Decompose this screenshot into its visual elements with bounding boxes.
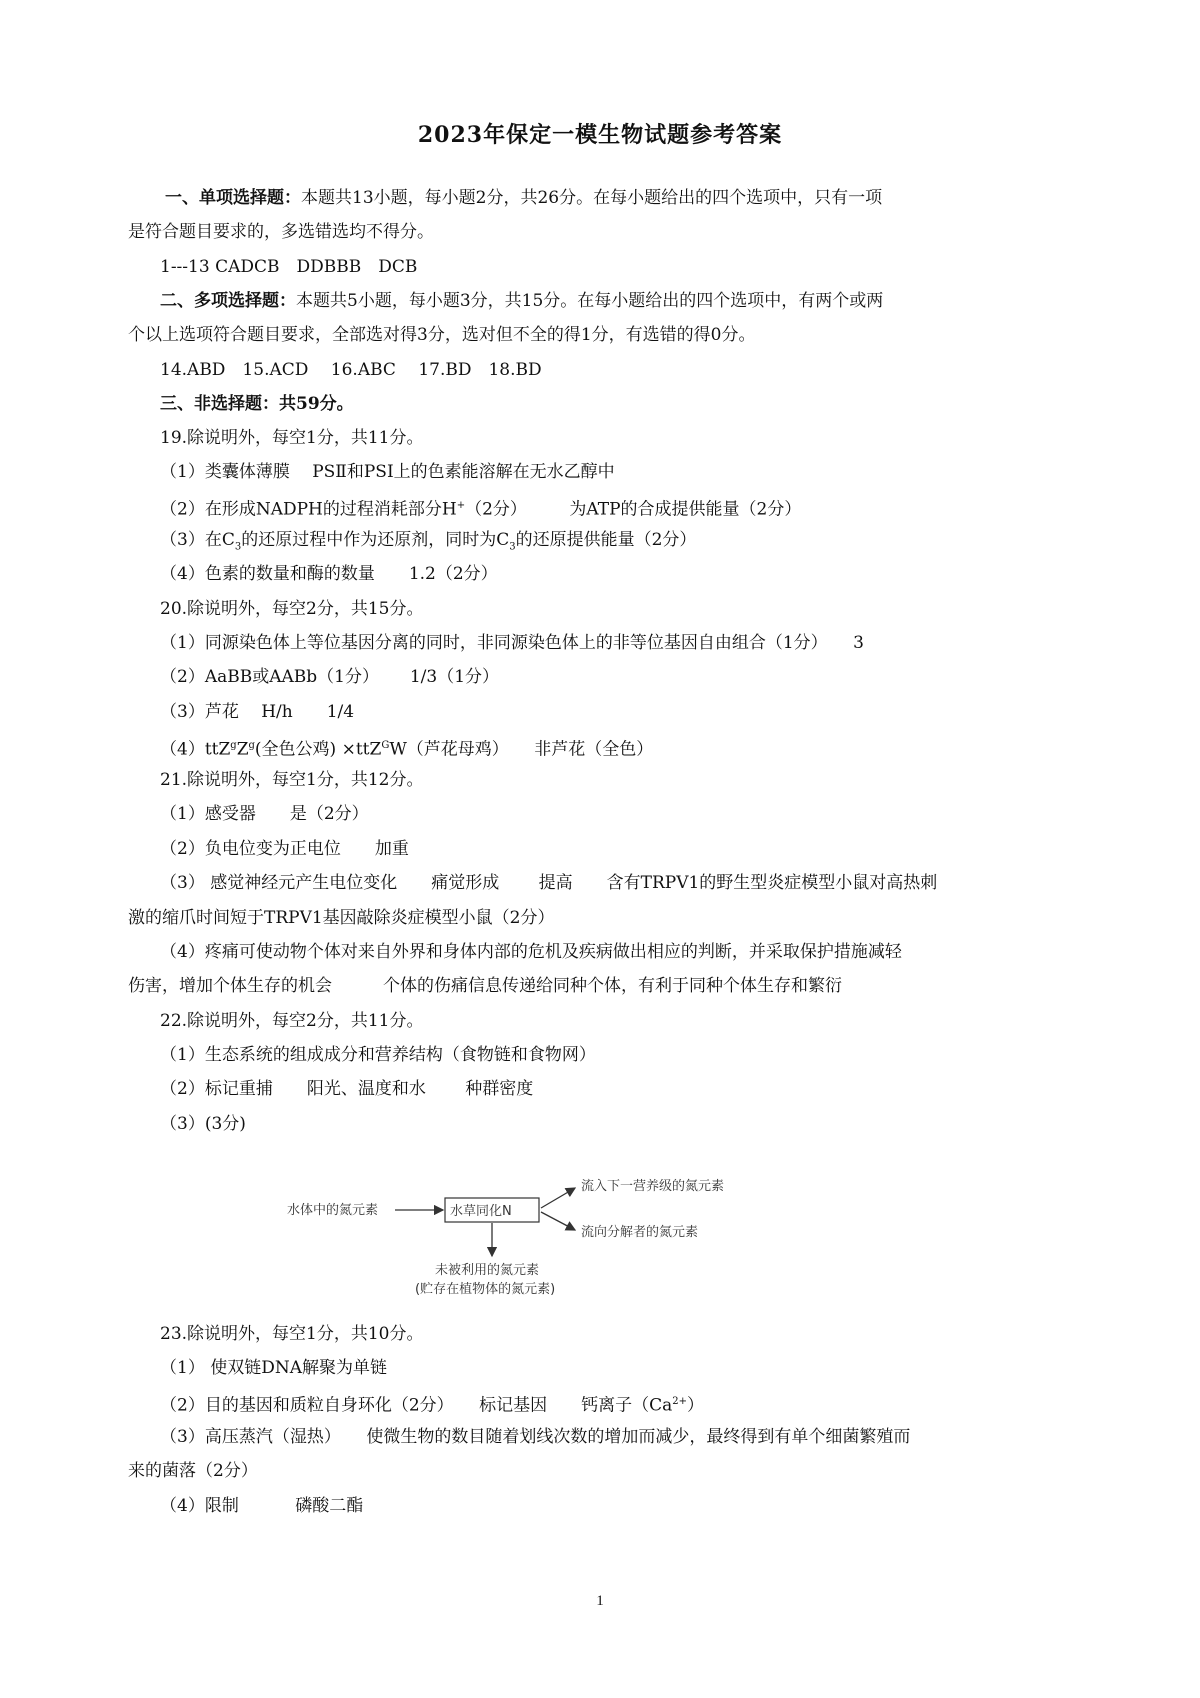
q20-a4-sup2: g [248, 740, 255, 751]
diagram-center-label: 水草同化N [450, 1204, 512, 1219]
q19-a3-part2: 的还原过程中作为还原剂，同时为C [241, 530, 510, 550]
q22-a2: （2）标记重捕 阳光、温度和水 种群密度 [160, 1079, 534, 1099]
q20-a2: （2）AaBB或AABb（1分） 1/3（1分） [160, 667, 500, 687]
section1-desc2: 是符合题目要求的，多选错选均不得分。 [128, 222, 434, 242]
q20-a4-part1: （4）ttZ [160, 739, 231, 760]
q19-a4: （4）色素的数量和酶的数量 1.2（2分） [160, 564, 498, 584]
q19-head: 19.除说明外，每空1分，共11分。 [160, 428, 424, 448]
q23-head: 23.除说明外，每空1分，共10分。 [160, 1324, 424, 1344]
q23-a2-sup: 2+ [672, 1396, 688, 1407]
section2-desc1: 本题共5小题，每小题3分，共15分。在每小题给出的四个选项中，有两个或两 [296, 291, 884, 311]
section2-heading: 二、多项选择题： [160, 291, 296, 311]
q19-a2-sup: + [456, 500, 466, 511]
q23-a3-line1: （3）高压蒸汽（湿热） 使微生物的数目随着划线次数的增加而减少，最终得到有单个细菌繁殖而 [160, 1427, 911, 1447]
q21-a3-line2: 激的缩爪时间短于TRPV1基因敲除炎症模型小鼠（2分） [128, 908, 555, 928]
q23-a1: （1） 使双链DNA解聚为单链 [160, 1358, 388, 1378]
q22-a3: （3）(3分) [160, 1114, 246, 1134]
q21-a4-line1: （4）疼痛可使动物个体对来自外界和身体内部的危机及疾病做出相应的判断，并采取保护措施减轻 [160, 942, 902, 962]
section2-answers: 14.ABD 15.ACD 16.ABC 17.BD 18.BD [160, 360, 542, 380]
q19-a2-pre: （2）在形成NADPH的过程消耗部分H [160, 499, 457, 520]
q20-a4-sup3: G [381, 740, 390, 751]
q19-a1: （1）类囊体薄膜 PSⅡ和PSⅠ上的色素能溶解在无水乙醇中 [160, 462, 615, 482]
section1-intro [165, 186, 882, 210]
q21-a2: （2）负电位变为正电位 加重 [160, 839, 409, 859]
section1-desc1: 本题共13小题，每小题2分，共26分。在每小题给出的四个选项中，只有一项 [301, 188, 883, 208]
q21-a4-line2: 伤害，增加个体生存的机会 个体的伤痛信息传递给同种个体，有利于同种个体生存和繁衍 [128, 976, 842, 996]
q23-a4: （4）限制 磷酸二酯 [160, 1496, 364, 1516]
arrow-to-next-level [541, 1188, 575, 1208]
q19-a3-sub2: 3 [509, 541, 516, 553]
diagram-source-label: 水体中的氮元素 [287, 1203, 379, 1218]
q20-head: 20.除说明外，每空2分，共15分。 [160, 599, 424, 619]
nitrogen-flow-diagram [285, 1172, 805, 1302]
section3-heading: 三、非选择题：共59分。 [160, 394, 354, 414]
diagram-up-label: 流入下一营养级的氮元素 [581, 1179, 725, 1194]
q19-a2-post: （2分） 为ATP的合成提供能量（2分） [465, 499, 802, 520]
q19-a3-part1: （3）在C [160, 530, 235, 550]
q21-head: 21.除说明外，每空1分，共12分。 [160, 770, 424, 790]
q19-a2 [160, 494, 801, 522]
q20-a3: （3）芦花 H/h 1/4 [160, 702, 355, 722]
section2-intro [160, 289, 883, 313]
q20-a4-part3: (全色公鸡) ×ttZ [254, 739, 382, 760]
q22-a1: （1）生态系统的组成成分和营养结构（食物链和食物网） [160, 1045, 596, 1065]
section1-heading: 一、单项选择题： [165, 188, 301, 208]
page-title: 2023年保定一模生物试题参考答案 [417, 122, 783, 148]
page-number: 1 [596, 1593, 604, 1609]
q21-a3-line1: （3） 感觉神经元产生电位变化 痛觉形成 提高 含有TRPV1的野生型炎症模型小鼠对高热刺 [160, 873, 938, 893]
q21-a1: （1）感受器 是（2分） [160, 804, 369, 824]
diagram-bottom-label-2: (贮存在植物体的氮元素) [415, 1282, 556, 1297]
q19-a3 [160, 528, 696, 559]
q22-head: 22.除说明外，每空2分，共11分。 [160, 1011, 424, 1031]
diagram-down-label: 流向分解者的氮元素 [581, 1225, 699, 1240]
q23-a2-pre: （2）目的基因和质粒自身环化（2分） 标记基因 钙离子（Ca [160, 1395, 673, 1416]
q23-a2-post: ） [687, 1395, 705, 1416]
section1-answers: 1---13 CADCB DDBBB DCB [160, 257, 418, 277]
q23-a3-line2: 来的菌落（2分） [128, 1461, 258, 1481]
q20-a4-part4: W（芦花母鸡） 非芦花（全色） [389, 739, 654, 760]
q20-a4-sup1: g [230, 740, 237, 751]
q19-a3-sub1: 3 [234, 541, 242, 553]
q20-a4-part2: Z [236, 739, 249, 760]
arrow-to-decomposers [541, 1212, 575, 1230]
q19-a3-part3: 的还原提供能量（2分） [515, 530, 697, 550]
section2-desc2: 个以上选项符合题目要求，全部选对得3分，选对但不全的得1分，有选错的得0分。 [128, 325, 756, 345]
q20-a1: （1）同源染色体上等位基因分离的同时，非同源染色体上的非等位基因自由组合（1分） 3 [160, 633, 864, 653]
q20-a4 [160, 734, 653, 762]
diagram-bottom-label-1: 未被利用的氮元素 [435, 1263, 540, 1278]
q23-a2 [160, 1390, 704, 1418]
